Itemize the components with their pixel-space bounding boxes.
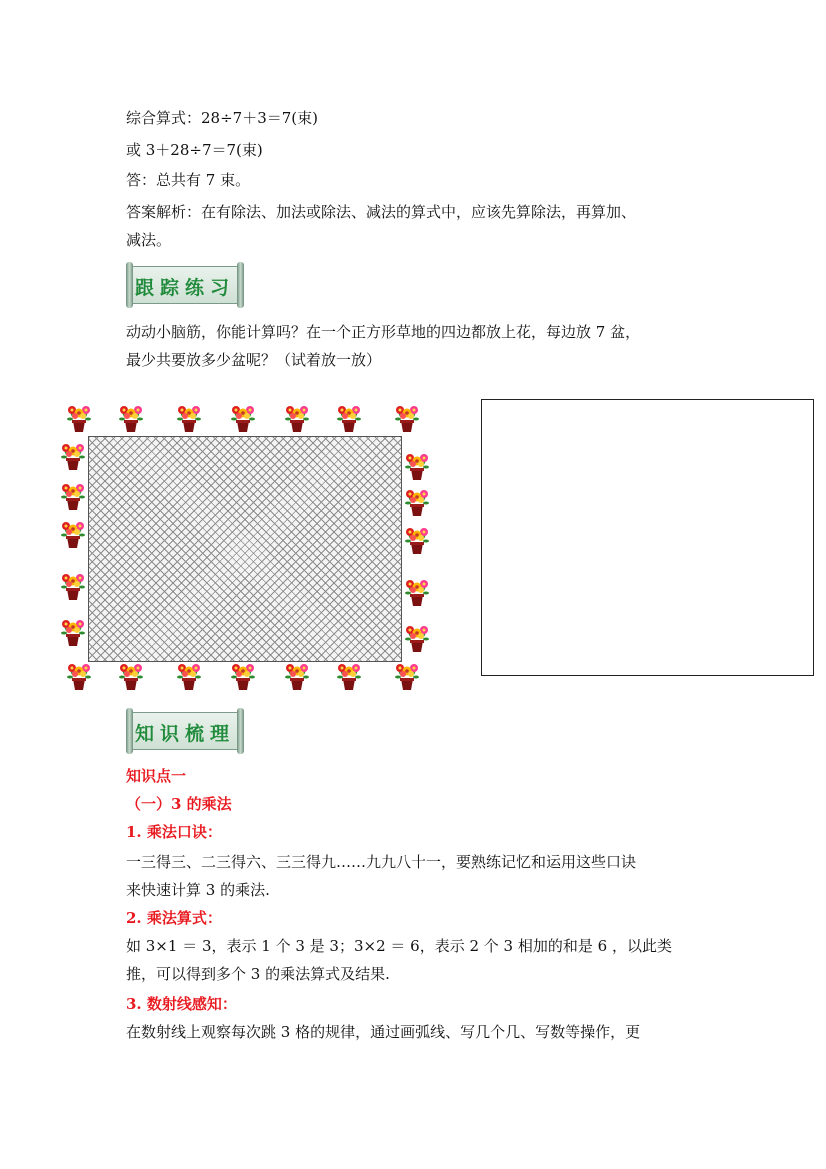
analysis-line-1: 答案解析：在有除法、加法或除法、减法的算式中，应该先算除法，再算加、 (126, 203, 637, 221)
practice-banner (126, 262, 244, 308)
question-line-1: 动动小脑筋，你能计算吗？在一个正方形草地的四边都放上花，每边放 7 盆， (126, 323, 641, 341)
potted-flower-icon (174, 404, 204, 434)
potted-flower-icon (58, 482, 88, 512)
practice-banner-title: 跟踪练习 (134, 277, 235, 299)
potted-flower-icon (58, 520, 88, 550)
potted-flower-icon (64, 404, 94, 434)
square-lawn (88, 436, 402, 662)
question-line-2: 最少共要放多少盆呢？（试着放一放） (126, 351, 382, 369)
potted-flower-icon (282, 404, 312, 434)
potted-flower-icon (228, 662, 258, 692)
knowledge-banner (126, 708, 244, 754)
potted-flower-icon (334, 404, 364, 434)
heading-3: 3. 数射线感知： (126, 995, 237, 1013)
formula-line-2: 或 3＋28÷7＝7(束) (126, 141, 263, 159)
heading-2: 2. 乘法算式： (126, 909, 222, 927)
formula-line-1: 综合算式：28÷7＋3＝7(束) (126, 109, 318, 127)
potted-flower-icon (228, 404, 258, 434)
knowledge-point-title: 知识点一 (126, 767, 187, 785)
paragraph-3-line-1: 在数射线上观察每次跳 3 格的规律，通过画弧线、写几个几、写数等操作，更 (126, 1023, 641, 1041)
potted-flower-icon (174, 662, 204, 692)
knowledge-banner-title: 知识梳理 (134, 723, 235, 745)
paragraph-2-line-2: 推，可以得到多个 3 的乘法算式及结果. (126, 965, 390, 983)
potted-flower-icon (402, 624, 432, 654)
potted-flower-icon (392, 404, 422, 434)
paragraph-2-line-1: 如 3×1 ＝ 3，表示 1 个 3 是 3；3×2 ＝ 6，表示 2 个 3 相加的和是 6 ，以此类 (126, 937, 672, 955)
potted-flower-icon (58, 572, 88, 602)
potted-flower-icon (402, 526, 432, 556)
potted-flower-icon (116, 404, 146, 434)
potted-flower-icon (116, 662, 146, 692)
answer-line: 答：总共有 7 束。 (126, 171, 251, 189)
heading-1: 1. 乘法口诀： (126, 823, 222, 841)
potted-flower-icon (402, 488, 432, 518)
potted-flower-icon (392, 662, 422, 692)
paragraph-1-line-2: 来快速计算 3 的乘法. (126, 881, 270, 899)
analysis-line-2: 减法。 (126, 231, 172, 249)
section-title: （一）3 的乘法 (126, 795, 232, 813)
potted-flower-icon (58, 442, 88, 472)
potted-flower-icon (64, 662, 94, 692)
potted-flower-icon (402, 578, 432, 608)
potted-flower-icon (402, 452, 432, 482)
potted-flower-icon (282, 662, 312, 692)
paragraph-1-line-1: 一三得三、二三得六、三三得九……九九八十一，要熟练记忆和运用这些口诀 (126, 853, 637, 871)
answer-box[interactable] (481, 399, 814, 676)
potted-flower-icon (58, 618, 88, 648)
potted-flower-icon (334, 662, 364, 692)
